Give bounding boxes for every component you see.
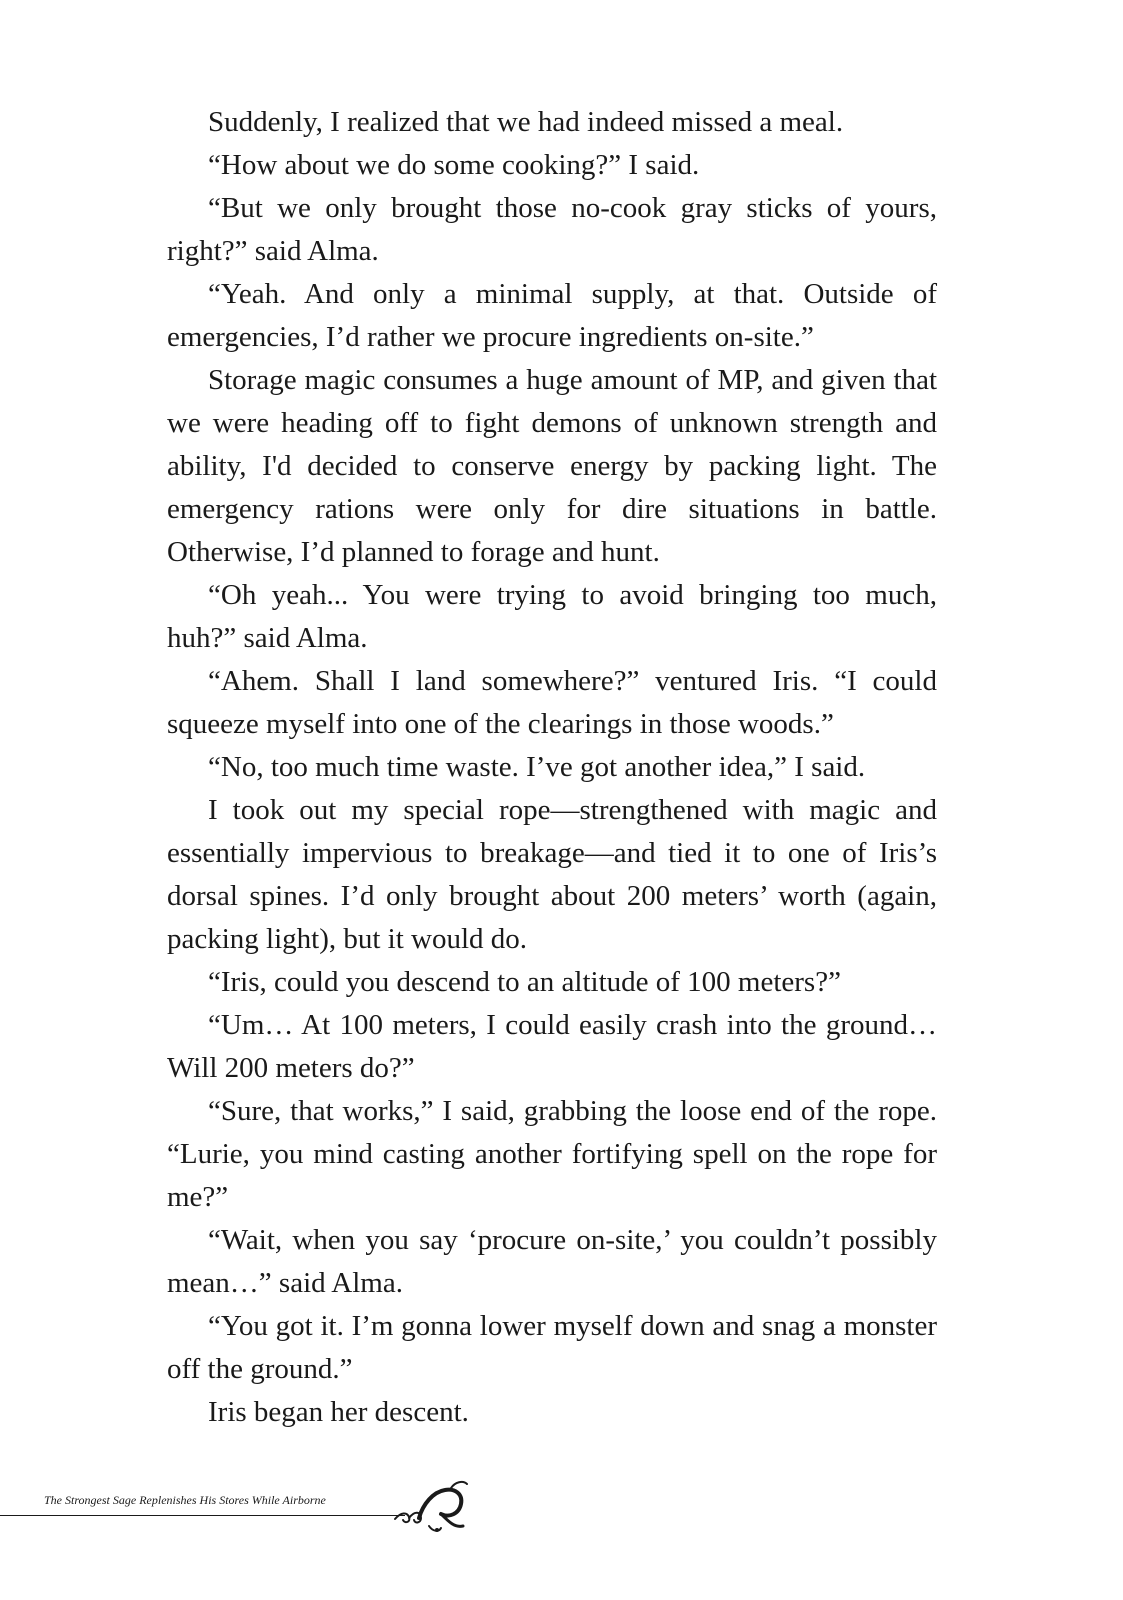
paragraph-13: “Wait, when you say ‘procure on-site,’ you couldn’t possibly mean…” said Alma. xyxy=(167,1224,937,1299)
paragraph-10: “Iris, could you descend to an altitude of 100 meters?” xyxy=(208,966,841,998)
paragraph-9: I took out my special rope—strengthened with magic and essentially impervious to breakage—and tied it to one of Iris’s dorsal spines. I’d only brought about 200 meters’ worth (again, packing light), but it would do. xyxy=(167,794,937,955)
paragraph-1: Suddenly, I realized that we had indeed missed a meal. xyxy=(208,106,844,138)
paragraph-15: Iris began her descent. xyxy=(208,1396,469,1428)
paragraph-7: “Ahem. Shall I land somewhere?” ventured Iris. “I could squeeze myself into one of the clearings in those woods.” xyxy=(167,665,937,740)
paragraph-8: “No, too much time waste. I’ve got another idea,” I said. xyxy=(208,751,866,783)
paragraph-4: “Yeah. And only a minimal supply, at that. Outside of emergencies, I’d rather we procure ingredients on-site.” xyxy=(167,278,937,353)
paragraph-12: “Sure, that works,” I said, grabbing the loose end of the rope. “Lurie, you mind casting another fortifying spell on the rope for me?” xyxy=(167,1095,937,1213)
paragraph-3: “But we only brought those no-cook gray sticks of yours, right?” said Alma. xyxy=(167,192,937,267)
paragraph-5: Storage magic consumes a huge amount of MP, and given that we were heading off to fight demons of unknown strength and ability, I'd decided to conserve energy by packing light. The emergency rations were only for dire situations in battle. Otherwise, I’d planned to forage and hunt. xyxy=(167,364,937,568)
body-text xyxy=(167,101,937,1434)
flourish-ornament-icon xyxy=(393,1474,473,1538)
running-title: The Strongest Sage Replenishes His Stores While Airborne xyxy=(44,1493,326,1507)
paragraph-2: “How about we do some cooking?” I said. xyxy=(208,149,700,181)
page-footer xyxy=(0,1470,1123,1560)
paragraph-14: “You got it. I’m gonna lower myself down and snag a monster off the ground.” xyxy=(167,1310,937,1385)
paragraph-11: “Um… At 100 meters, I could easily crash into the ground… Will 200 meters do?” xyxy=(167,1009,937,1084)
paragraph-6: “Oh yeah... You were trying to avoid bringing too much, huh?” said Alma. xyxy=(167,579,937,654)
footer-rule xyxy=(0,1515,405,1516)
